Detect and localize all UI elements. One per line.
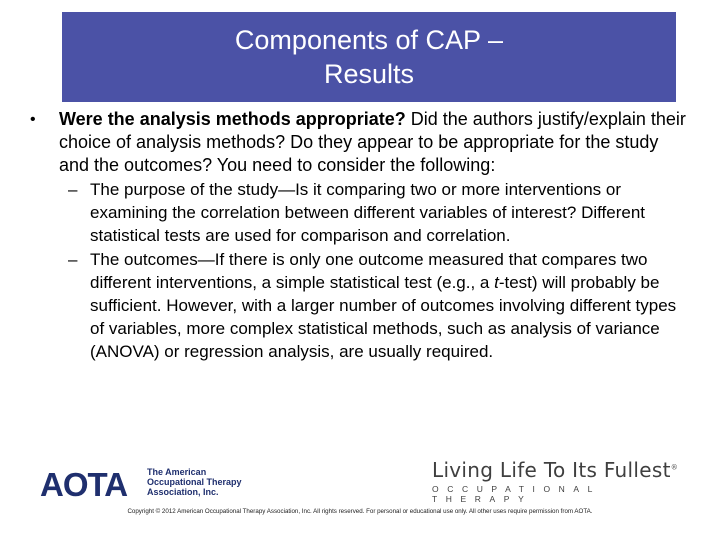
sub-bullet-text-a: The outcomes—If there is only one outcome measured that compares two different interventions, a simple statistical test (e.g., a — [90, 250, 648, 292]
slide-title-box — [62, 12, 676, 102]
main-bullet — [30, 108, 690, 177]
tagline-sub: OCCUPATIONAL THERAPY — [432, 484, 601, 504]
tagline-main-text: Living Life To Its Fullest — [432, 458, 671, 482]
slide-title-line2: Results — [323, 59, 415, 89]
bullet-bold-question: Were the analysis methods appropriate? — [59, 109, 406, 129]
registered-mark: ® — [670, 463, 679, 472]
aota-sub-line: Occupational Therapy — [147, 477, 242, 487]
copyright-notice: Copyright © 2012 American Occupational Therapy Association, Inc. All rights reserved. For personal or educational use only. All other uses require permission from AOTA. — [127, 508, 593, 515]
tagline-logo — [432, 458, 687, 504]
dash-symbol: – — [68, 250, 78, 269]
sub-bullet-outcomes — [30, 248, 690, 363]
aota-logo-word: AOTA — [40, 466, 128, 503]
sub-bullet-italic: t — [494, 273, 499, 292]
dash-symbol: – — [68, 180, 78, 199]
slide-content — [30, 108, 690, 363]
aota-logo — [40, 462, 250, 502]
sub-bullet-text-b: -test) will probably be sufficient. However, with a larger number of outcomes involving different types of variables, more complex statistical methods, such as analysis of variance (ANOVA) or regression analysis, are usually required. — [90, 273, 677, 361]
aota-sub-line: The American — [147, 467, 207, 477]
tagline-main — [432, 458, 687, 482]
bullet-symbol: • — [30, 111, 36, 128]
slide-title-line1: Components of CAP – — [234, 25, 504, 55]
bullet-text: Did the authors justify/explain their choice of analysis methods? Do they appear to be appropriate for the study and the outcomes? You need to consider the following: — [59, 109, 686, 175]
sub-bullet-purpose — [30, 178, 690, 247]
aota-logo-subtitle — [147, 467, 242, 497]
sub-bullet-text: The purpose of the study—Is it comparing two or more interventions or examining the correlation between different variables of interest? Different statistical tests are used for comparison and correlation. — [90, 180, 646, 245]
aota-sub-line: Association, Inc. — [147, 487, 219, 497]
